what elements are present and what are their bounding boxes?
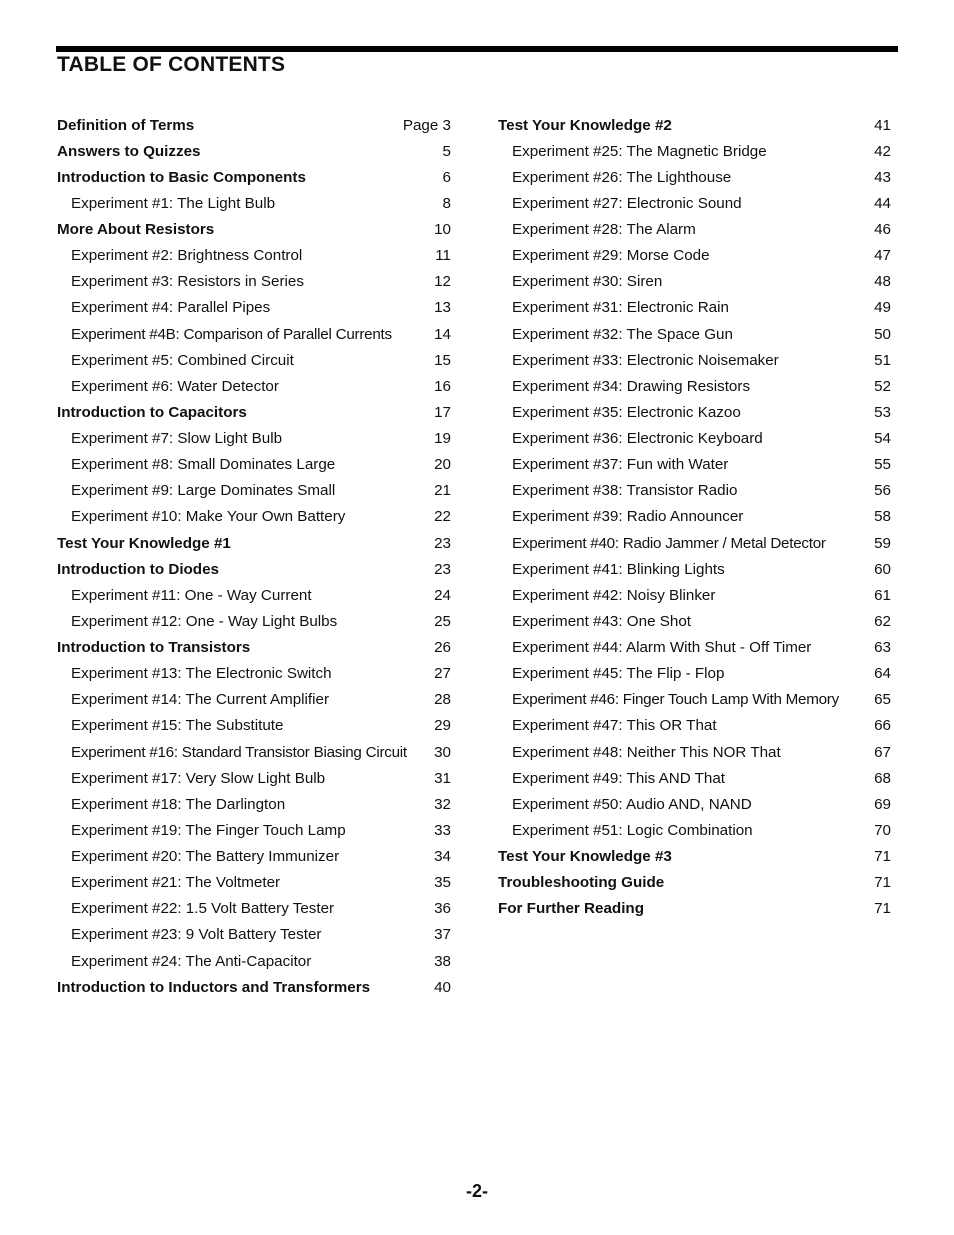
toc-entry-page: 50 bbox=[874, 325, 891, 343]
toc-entry-page: 6 bbox=[442, 168, 451, 186]
toc-entry-page: 69 bbox=[874, 795, 891, 813]
toc-entry bbox=[57, 844, 451, 870]
toc-entry bbox=[57, 399, 451, 425]
toc-entry-page: 33 bbox=[434, 821, 451, 839]
toc-entry bbox=[498, 138, 891, 164]
toc-entry-label: Experiment #29: Morse Code bbox=[512, 247, 710, 265]
toc-entry-label: Test Your Knowledge #1 bbox=[57, 534, 231, 552]
toc-entry-page: 54 bbox=[874, 430, 891, 448]
toc-entry-page: 5 bbox=[442, 142, 451, 160]
toc-entry-label: Experiment #7: Slow Light Bulb bbox=[71, 430, 283, 448]
toc-entry-label: Experiment #21: The Voltmeter bbox=[71, 874, 281, 892]
toc-entry-label: Troubleshooting Guide bbox=[498, 874, 665, 892]
toc-entry-page: 56 bbox=[874, 482, 891, 500]
toc-entry-page: 67 bbox=[874, 743, 891, 761]
top-rule bbox=[56, 46, 898, 52]
toc-entry-page: 24 bbox=[434, 586, 451, 604]
toc-entry-label: Experiment #47: This OR That bbox=[512, 717, 717, 735]
toc-entry-label: Experiment #5: Combined Circuit bbox=[71, 351, 294, 369]
toc-entry-page: 35 bbox=[434, 874, 451, 892]
toc-entry-page: 17 bbox=[434, 403, 451, 421]
toc-entry bbox=[57, 765, 451, 791]
toc-entry-page: 40 bbox=[434, 978, 451, 996]
toc-entry-label: Experiment #37: Fun with Water bbox=[512, 456, 729, 474]
toc-entry bbox=[57, 713, 451, 739]
toc-entry-label: Experiment #27: Electronic Sound bbox=[512, 194, 742, 212]
toc-entry-page: 61 bbox=[874, 586, 891, 604]
toc-entry bbox=[498, 217, 891, 243]
toc-entry-label: Experiment #4: Parallel Pipes bbox=[71, 299, 271, 317]
toc-entry-label: Definition of Terms bbox=[57, 116, 195, 134]
toc-entry bbox=[498, 713, 891, 739]
toc-entry bbox=[498, 478, 891, 504]
toc-entry-label: Experiment #22: 1.5 Volt Battery Tester bbox=[71, 900, 335, 918]
toc-entry bbox=[57, 687, 451, 713]
toc-entry-label: Experiment #44: Alarm With Shut - Off Timer bbox=[512, 639, 812, 657]
toc-entry bbox=[57, 608, 451, 634]
toc-entry-page: 68 bbox=[874, 769, 891, 787]
toc-entry-page: 47 bbox=[874, 247, 891, 265]
toc-entry bbox=[498, 399, 891, 425]
toc-entry-page: 16 bbox=[434, 377, 451, 395]
toc-entry-label: Experiment #48: Neither This NOR That bbox=[512, 743, 781, 761]
toc-entry-page: 65 bbox=[874, 691, 891, 709]
toc-entry-label: Experiment #16: Standard Transistor Biasing Circuit bbox=[71, 743, 407, 761]
toc-entry-page: 25 bbox=[434, 612, 451, 630]
toc-entry-page: 23 bbox=[434, 560, 451, 578]
toc-entry-label: Experiment #9: Large Dominates Small bbox=[71, 482, 336, 500]
toc-entry-page: 49 bbox=[874, 299, 891, 317]
toc-entry bbox=[57, 138, 451, 164]
toc-entry-label: Experiment #23: 9 Volt Battery Tester bbox=[71, 926, 322, 944]
toc-entry-page: 42 bbox=[874, 142, 891, 160]
toc-entry-page: 53 bbox=[874, 403, 891, 421]
toc-entry bbox=[498, 844, 891, 870]
toc-entry-label: Experiment #35: Electronic Kazoo bbox=[512, 403, 741, 421]
toc-entry-page: 71 bbox=[874, 900, 891, 918]
toc-entry-page: 12 bbox=[434, 273, 451, 291]
toc-entry-label: Experiment #43: One Shot bbox=[512, 612, 691, 630]
toc-entry-page: 64 bbox=[874, 665, 891, 683]
toc-entry-label: Experiment #6: Water Detector bbox=[71, 377, 279, 395]
toc-entry-page: 71 bbox=[874, 874, 891, 892]
toc-entry-page: 66 bbox=[874, 717, 891, 735]
toc-entry bbox=[57, 817, 451, 843]
toc-entry-label: Experiment #17: Very Slow Light Bulb bbox=[71, 769, 326, 787]
toc-entry bbox=[57, 948, 451, 974]
toc-entry bbox=[57, 164, 451, 190]
toc-entry-label: Experiment #33: Electronic Noisemaker bbox=[512, 351, 779, 369]
toc-entry bbox=[57, 478, 451, 504]
toc-entry bbox=[57, 243, 451, 269]
toc-entry bbox=[498, 269, 891, 295]
toc-left-column bbox=[57, 112, 451, 1000]
toc-entry-page: 55 bbox=[874, 456, 891, 474]
toc-entry-label: Experiment #51: Logic Combination bbox=[512, 821, 753, 839]
toc-entry bbox=[57, 269, 451, 295]
toc-entry-page: 70 bbox=[874, 821, 891, 839]
toc-entry-page: 52 bbox=[874, 377, 891, 395]
toc-entry-page: 46 bbox=[874, 221, 891, 239]
toc-entry-page: 8 bbox=[442, 194, 451, 212]
toc-entry bbox=[57, 739, 451, 765]
toc-entry bbox=[57, 321, 451, 347]
toc-entry-page: 48 bbox=[874, 273, 891, 291]
toc-entry-page: 22 bbox=[434, 508, 451, 526]
toc-entry bbox=[498, 582, 891, 608]
toc-entry bbox=[57, 217, 451, 243]
toc-entry-page: 37 bbox=[434, 926, 451, 944]
toc-entry bbox=[498, 243, 891, 269]
toc-entry-page: 62 bbox=[874, 612, 891, 630]
toc-entry-page: 36 bbox=[434, 900, 451, 918]
toc-entry-label: Experiment #4B: Comparison of Parallel Currents bbox=[71, 325, 392, 343]
toc-entry bbox=[498, 817, 891, 843]
toc-entry-page: 21 bbox=[434, 482, 451, 500]
toc-entry bbox=[57, 791, 451, 817]
toc-entry-page: 51 bbox=[874, 351, 891, 369]
toc-entry bbox=[57, 635, 451, 661]
toc-entry-label: Experiment #34: Drawing Resistors bbox=[512, 377, 751, 395]
toc-entry-label: Experiment #30: Siren bbox=[512, 273, 663, 291]
toc-entry-label: Experiment #20: The Battery Immunizer bbox=[71, 848, 340, 866]
toc-entry bbox=[498, 608, 891, 634]
toc-entry-label: For Further Reading bbox=[498, 900, 644, 918]
toc-entry bbox=[57, 190, 451, 216]
toc-entry-page: 11 bbox=[435, 247, 451, 265]
toc-entry bbox=[498, 739, 891, 765]
toc-entry-label: Experiment #39: Radio Announcer bbox=[512, 508, 744, 526]
toc-entry bbox=[57, 582, 451, 608]
toc-entry-label: Introduction to Diodes bbox=[57, 560, 219, 578]
toc-entry bbox=[498, 295, 891, 321]
toc-entry-label: Experiment #3: Resistors in Series bbox=[71, 273, 304, 291]
toc-entry-page: 29 bbox=[434, 717, 451, 735]
toc-entry-label: Experiment #49: This AND That bbox=[512, 769, 726, 787]
toc-entry-label: Experiment #45: The Flip - Flop bbox=[512, 665, 725, 683]
toc-entry-page: 60 bbox=[874, 560, 891, 578]
toc-entry bbox=[57, 870, 451, 896]
toc-entry-page: 34 bbox=[434, 848, 451, 866]
toc-entry bbox=[498, 530, 891, 556]
page-number: -2- bbox=[466, 1181, 488, 1201]
toc-entry bbox=[57, 347, 451, 373]
toc-entry-label: Experiment #2: Brightness Control bbox=[71, 247, 303, 265]
toc-entry bbox=[498, 896, 891, 922]
toc-entry-label: Experiment #50: Audio AND, NAND bbox=[512, 795, 752, 813]
toc-entry-label: Experiment #26: The Lighthouse bbox=[512, 168, 732, 186]
toc-entry-page: 27 bbox=[434, 665, 451, 683]
toc-entry-label: Experiment #14: The Current Amplifier bbox=[71, 691, 330, 709]
toc-entry-page: 23 bbox=[434, 534, 451, 552]
toc-entry-page: 30 bbox=[434, 743, 451, 761]
toc-entry-page: 43 bbox=[874, 168, 891, 186]
toc-entry bbox=[498, 164, 891, 190]
toc-entry-label: Experiment #32: The Space Gun bbox=[512, 325, 733, 343]
toc-entry-page: 15 bbox=[434, 351, 451, 369]
toc-entry-label: Experiment #36: Electronic Keyboard bbox=[512, 430, 763, 448]
toc-entry-page: 59 bbox=[874, 534, 891, 552]
toc-entry bbox=[57, 896, 451, 922]
toc-entry bbox=[57, 112, 451, 138]
toc-entry bbox=[57, 530, 451, 556]
toc-entry-page: Page 3 bbox=[402, 116, 451, 134]
toc-entry bbox=[57, 426, 451, 452]
toc-entry bbox=[498, 635, 891, 661]
toc-entry-page: 19 bbox=[434, 430, 451, 448]
toc-entry-label: Introduction to Inductors and Transformers bbox=[57, 978, 371, 996]
toc-entry-page: 14 bbox=[434, 325, 451, 343]
toc-right-column bbox=[498, 112, 891, 922]
toc-entry-page: 13 bbox=[434, 299, 451, 317]
toc-entry bbox=[498, 791, 891, 817]
toc-entry-page: 63 bbox=[874, 639, 891, 657]
toc-entry bbox=[57, 295, 451, 321]
toc-entry-label: Test Your Knowledge #3 bbox=[498, 848, 672, 866]
toc-entry-page: 58 bbox=[874, 508, 891, 526]
toc-entry-label: Introduction to Capacitors bbox=[57, 403, 247, 421]
toc-entry-label: Experiment #42: Noisy Blinker bbox=[512, 586, 716, 604]
toc-entry bbox=[498, 452, 891, 478]
toc-entry-page: 41 bbox=[874, 116, 891, 134]
toc-entry-label: Experiment #41: Blinking Lights bbox=[512, 560, 725, 578]
toc-entry-label: Experiment #25: The Magnetic Bridge bbox=[512, 142, 767, 160]
toc-entry-page: 26 bbox=[434, 639, 451, 657]
toc-entry-label: Experiment #15: The Substitute bbox=[71, 717, 284, 735]
toc-entry-label: Experiment #46: Finger Touch Lamp With Memory bbox=[512, 691, 839, 709]
toc-entry bbox=[498, 556, 891, 582]
toc-entry-label: Experiment #18: The Darlington bbox=[71, 795, 286, 813]
toc-entry-label: Experiment #19: The Finger Touch Lamp bbox=[71, 821, 346, 839]
toc-entry bbox=[498, 347, 891, 373]
toc-entry-page: 44 bbox=[874, 194, 891, 212]
toc-entry-label: Answers to Quizzes bbox=[57, 142, 201, 160]
toc-entry bbox=[57, 974, 451, 1000]
toc-entry-page: 71 bbox=[874, 848, 891, 866]
toc-entry bbox=[498, 870, 891, 896]
toc-entry bbox=[498, 112, 891, 138]
toc-entry bbox=[57, 373, 451, 399]
toc-entry-label: Test Your Knowledge #2 bbox=[498, 116, 672, 134]
toc-entry bbox=[57, 504, 451, 530]
toc-entry-label: Experiment #11: One - Way Current bbox=[71, 586, 312, 604]
toc-entry-label: More About Resistors bbox=[57, 221, 215, 239]
toc-entry bbox=[498, 504, 891, 530]
toc-entry-label: Experiment #38: Transistor Radio bbox=[512, 482, 738, 500]
toc-entry-label: Experiment #31: Electronic Rain bbox=[512, 299, 729, 317]
toc-entry bbox=[498, 765, 891, 791]
toc-entry-page: 31 bbox=[434, 769, 451, 787]
toc-entry-page: 28 bbox=[434, 691, 451, 709]
toc-entry-page: 20 bbox=[434, 456, 451, 474]
toc-entry-label: Introduction to Transistors bbox=[57, 639, 251, 657]
toc-entry bbox=[57, 922, 451, 948]
toc-entry-page: 38 bbox=[434, 952, 451, 970]
toc-entry bbox=[498, 190, 891, 216]
toc-entry-label: Experiment #10: Make Your Own Battery bbox=[71, 508, 346, 526]
toc-entry-label: Experiment #1: The Light Bulb bbox=[71, 194, 276, 212]
toc-entry bbox=[498, 321, 891, 347]
page-title: TABLE OF CONTENTS bbox=[57, 53, 286, 76]
toc-entry-label: Experiment #12: One - Way Light Bulbs bbox=[71, 612, 338, 630]
toc-entry-page: 32 bbox=[434, 795, 451, 813]
toc-entry bbox=[498, 687, 891, 713]
toc-entry bbox=[498, 373, 891, 399]
toc-entry-label: Experiment #24: The Anti-Capacitor bbox=[71, 952, 312, 970]
toc-entry-label: Experiment #8: Small Dominates Large bbox=[71, 456, 336, 474]
toc-entry bbox=[57, 661, 451, 687]
toc-entry bbox=[498, 426, 891, 452]
toc-entry-label: Experiment #13: The Electronic Switch bbox=[71, 665, 332, 683]
toc-entry bbox=[57, 452, 451, 478]
toc-entry-label: Experiment #28: The Alarm bbox=[512, 221, 696, 239]
toc-entry-label: Introduction to Basic Components bbox=[57, 168, 306, 186]
toc-entry-page: 10 bbox=[434, 221, 451, 239]
toc-entry bbox=[57, 556, 451, 582]
toc-entry-label: Experiment #40: Radio Jammer / Metal Detector bbox=[512, 534, 826, 552]
toc-entry bbox=[498, 661, 891, 687]
